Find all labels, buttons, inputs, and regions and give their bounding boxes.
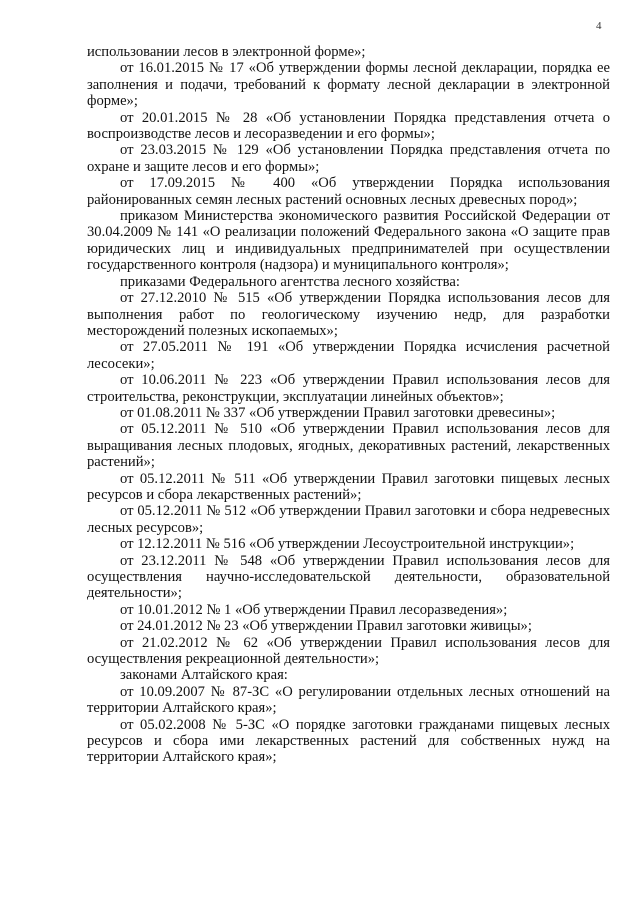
paragraph: использовании лесов в электронной форме»; — [87, 44, 366, 60]
paragraph: от 27.12.2010 № 515 «Об утверждении Порядка использования лесов для выполнения работ по геологическому изучению недр, для разработки месторождений полезных ископаемых»; — [87, 290, 610, 339]
paragraph: от 05.02.2008 № 5-ЗС «О порядке заготовки гражданами пищевых лесных ресурсов и сбора ими лекарственных растений для собственных нужд на территории Алтайского края»; — [87, 716, 610, 766]
paragraph: от 16.01.2015 № 17 «Об утверждении формы лесной декларации, порядка ее заполнения и подачи, требований к формату лесной декларации в электронной форме»; — [87, 60, 610, 110]
paragraph: приказом Министерства экономического развития Российской Федерации от 30.04.2009 № 141 «О реализации положений Федерального закона «О защите прав юридических лиц и индивидуальных предпринимателей при осуществлении государственного контроля (надзора) и муниципального контроля»; — [87, 208, 610, 274]
paragraph: от 01.08.2011 № 337 «Об утверждении Правил заготовки древесины»; — [120, 404, 556, 421]
paragraph: от 23.03.2015 № 129 «Об установлении Порядка представления отчета по охране и защите лесов и его формы»; — [87, 142, 610, 175]
paragraph: законами Алтайского края: — [120, 667, 288, 684]
page-number: 4 — [596, 20, 602, 32]
paragraph: от 20.01.2015 № 28 «Об установлении Порядка представления отчета о воспроизводстве лесов и лесоразведении и его формы»; — [87, 109, 610, 143]
paragraph: приказами Федерального агентства лесного хозяйства: — [120, 273, 460, 290]
paragraph: от 17.09.2015 № 400 «Об утверждении Порядка использования районированных семян лесных растений основных лесных древесных пород»; — [87, 175, 610, 208]
paragraph: от 21.02.2012 № 62 «Об утверждении Правил использования лесов для осуществления рекреационной деятельности»; — [87, 634, 610, 668]
paragraph: от 10.09.2007 № 87-ЗС «О регулировании отдельных лесных отношений на территории Алтайского края»; — [87, 683, 610, 717]
paragraph: от 05.12.2011 № 510 «Об утверждении Правил использования лесов для выращивания лесных плодовых, ягодных, декоративных растений, лекарственных растений»; — [87, 421, 610, 471]
body-text — [87, 44, 610, 766]
paragraph: от 10.01.2012 № 1 «Об утверждении Правил лесоразведения»; — [120, 601, 508, 618]
paragraph: от 05.12.2011 № 512 «Об утверждении Правил заготовки и сбора недревесных лесных ресурсов»; — [87, 503, 610, 536]
paragraph: от 27.05.2011 № 191 «Об утверждении Порядка исчисления расчетной лесосеки»; — [87, 339, 610, 372]
paragraph: от 05.12.2011 № 511 «Об утверждении Правил заготовки пищевых лесных ресурсов и сбора лекарственных растений»; — [87, 470, 610, 503]
paragraph: от 12.12.2011 № 516 «Об утверждении Лесоустроительной инструкции»; — [120, 536, 575, 553]
paragraph: от 24.01.2012 № 23 «Об утверждении Правил заготовки живицы»; — [120, 618, 532, 635]
paragraph: от 10.06.2011 № 223 «Об утверждении Правил использования лесов для строительства, реконструкции, эксплуатации линейных объектов»; — [87, 372, 610, 405]
paragraph: от 23.12.2011 № 548 «Об утверждении Правил использования лесов для осуществления научно-исследовательской деятельности, образовательной деятельности»; — [87, 552, 610, 602]
